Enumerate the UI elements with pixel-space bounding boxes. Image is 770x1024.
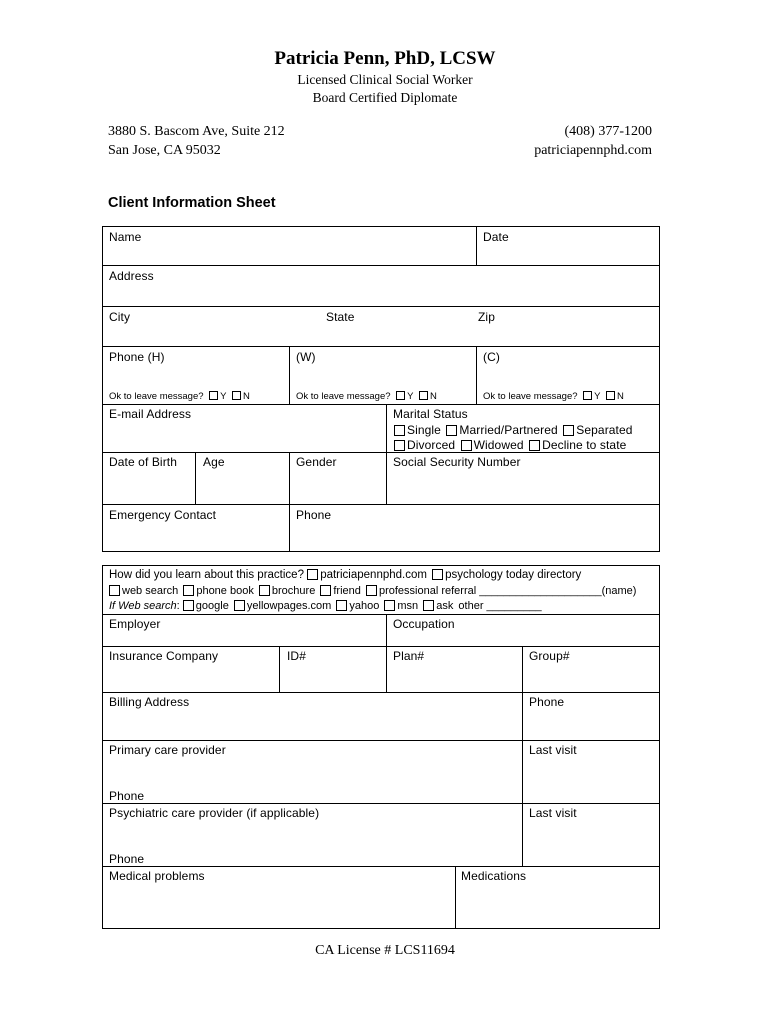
row-divider [102,803,660,804]
no-label: N [616,391,624,402]
checkbox[interactable] [307,569,318,580]
checkbox[interactable] [529,440,540,451]
web-other[interactable]: other _________ [458,600,542,612]
yes-label: Y [220,391,227,402]
yes-checkbox[interactable] [396,391,405,400]
psychiatric-care-field[interactable]: Psychiatric care provider (if applicable) [109,806,320,820]
checkbox[interactable] [320,585,331,596]
practitioner-title: Licensed Clinical Social Worker [297,72,473,87]
occupation-field[interactable]: Occupation [393,617,455,631]
checkbox[interactable] [461,440,472,451]
insurance-id-field[interactable]: ID# [287,649,306,663]
office-phone: (408) 377-1200 [564,124,652,139]
checkbox[interactable] [109,585,120,596]
no-checkbox[interactable] [232,391,241,400]
checkbox[interactable] [259,585,270,596]
source-professional-referral[interactable]: professional referral ____________________(name) [366,585,636,597]
no-checkbox[interactable] [419,391,428,400]
work-message-permission [296,391,437,402]
employer-field[interactable]: Employer [109,617,161,631]
col-divider [289,504,290,552]
row-divider [102,346,660,347]
checkbox[interactable] [183,585,194,596]
office-website: patriciapennphd.com [534,143,652,158]
web-yellowpages[interactable]: yellowpages.com [234,600,331,612]
marital-status-label: Marital Status [393,407,468,421]
source-phone-book[interactable]: phone book [183,585,254,597]
source-friend[interactable]: friend [320,585,361,597]
row-divider [102,614,660,615]
practitioner-name: Patricia Penn, PhD, LCSW [274,48,496,69]
row-divider [102,404,660,405]
row-divider [102,306,660,307]
checkbox[interactable] [234,600,245,611]
ok-message-label: Ok to leave message? [296,391,391,402]
col-divider [386,646,387,693]
no-checkbox[interactable] [606,391,615,400]
marital-option-married[interactable]: Married/Partnered [446,423,557,437]
yes-checkbox[interactable] [209,391,218,400]
emergency-phone-field[interactable]: Phone [296,508,332,522]
checkbox[interactable] [446,425,457,436]
checkbox[interactable] [366,585,377,596]
referral-source-row1 [109,569,583,581]
source-website[interactable]: patriciapennphd.com [307,569,427,581]
no-label: N [429,391,437,402]
city-field[interactable]: City [109,310,131,324]
office-address-line1: 3880 S. Bascom Ave, Suite 212 [108,124,285,139]
psychiatric-last-visit-field[interactable]: Last visit [529,806,577,820]
age-field[interactable]: Age [203,455,225,469]
yes-label: Y [594,391,601,402]
primary-care-field[interactable]: Primary care provider [109,743,226,757]
row-divider [102,265,660,266]
col-divider [476,346,477,405]
state-field[interactable]: State [326,310,355,324]
col-divider [476,226,477,266]
row-divider [102,452,660,453]
cell-phone-field[interactable]: (C) [483,350,500,364]
primary-last-visit-field[interactable]: Last visit [529,743,577,757]
ok-message-label: Ok to leave message? [483,391,578,402]
psychiatric-phone-field[interactable]: Phone [109,852,145,866]
checkbox[interactable] [394,425,405,436]
marital-option-decline[interactable]: Decline to state [529,438,626,452]
row-divider [102,692,660,693]
work-phone-field[interactable]: (W) [296,350,316,364]
checkbox[interactable] [563,425,574,436]
insurance-company-field[interactable]: Insurance Company [109,649,219,663]
medications-field[interactable]: Medications [461,869,527,883]
web-ask[interactable]: ask [423,600,453,612]
how-learn-question: How did you learn about this practice? [109,569,304,581]
web-yahoo[interactable]: yahoo [336,600,379,612]
date-field[interactable]: Date [483,230,509,244]
ssn-field[interactable]: Social Security Number [393,455,521,469]
col-divider [195,452,196,505]
web-google[interactable]: google [183,600,229,612]
no-label: N [242,391,250,402]
name-field[interactable]: Name [109,230,142,244]
marital-option-divorced[interactable]: Divorced [394,438,455,452]
home-message-permission [109,391,250,402]
marital-option-single[interactable]: Single [394,423,441,437]
cell-message-permission [483,391,624,402]
col-divider [289,452,290,505]
row-divider [102,646,660,647]
row-divider [102,740,660,741]
emergency-contact-field[interactable]: Emergency Contact [109,508,217,522]
col-divider [279,646,280,693]
referral-source-row3: If Web search: google yellowpages.com yahoo msn ask other _________ [109,600,542,612]
source-brochure[interactable]: brochure [259,585,315,597]
col-divider [386,404,387,505]
source-psychology-today[interactable]: psychology today directory [432,569,581,581]
dob-field[interactable]: Date of Birth [109,455,177,469]
billing-phone-field[interactable]: Phone [529,695,565,709]
primary-phone-field[interactable]: Phone [109,789,145,803]
referral-source-row2 [109,585,638,597]
row-divider [102,866,660,867]
checkbox[interactable] [423,600,434,611]
checkbox[interactable] [432,569,443,580]
yes-checkbox[interactable] [583,391,592,400]
license-number: CA License # LCS11694 [315,943,455,958]
checkbox[interactable] [384,600,395,611]
zip-field[interactable]: Zip [478,310,495,324]
marital-option-separated[interactable]: Separated [563,423,632,437]
checkbox[interactable] [183,600,194,611]
medical-problems-field[interactable]: Medical problems [109,869,205,883]
col-divider [386,614,387,647]
checkbox[interactable] [394,440,405,451]
marital-options-row2 [394,438,628,452]
row-divider [102,504,660,505]
col-divider [289,346,290,405]
web-msn[interactable]: msn [384,600,418,612]
yes-label: Y [407,391,414,402]
web-search-label: If Web search [109,600,177,612]
billing-address-field[interactable]: Billing Address [109,695,190,709]
address-field[interactable]: Address [109,269,154,283]
col-divider [522,646,523,867]
home-phone-field[interactable]: Phone (H) [109,350,165,364]
col-divider [455,866,456,929]
practitioner-certification: Board Certified Diplomate [312,90,458,105]
ok-message-label: Ok to leave message? [109,391,204,402]
marital-options-row1 [394,423,635,437]
gender-field[interactable]: Gender [296,455,337,469]
insurance-plan-field[interactable]: Plan# [393,649,425,663]
checkbox[interactable] [336,600,347,611]
email-field[interactable]: E-mail Address [109,407,192,421]
marital-option-widowed[interactable]: Widowed [461,438,524,452]
source-web-search[interactable]: web search [109,585,178,597]
sheet-title: Client Information Sheet [108,195,276,211]
office-address-line2: San Jose, CA 95032 [108,143,221,158]
insurance-group-field[interactable]: Group# [529,649,570,663]
